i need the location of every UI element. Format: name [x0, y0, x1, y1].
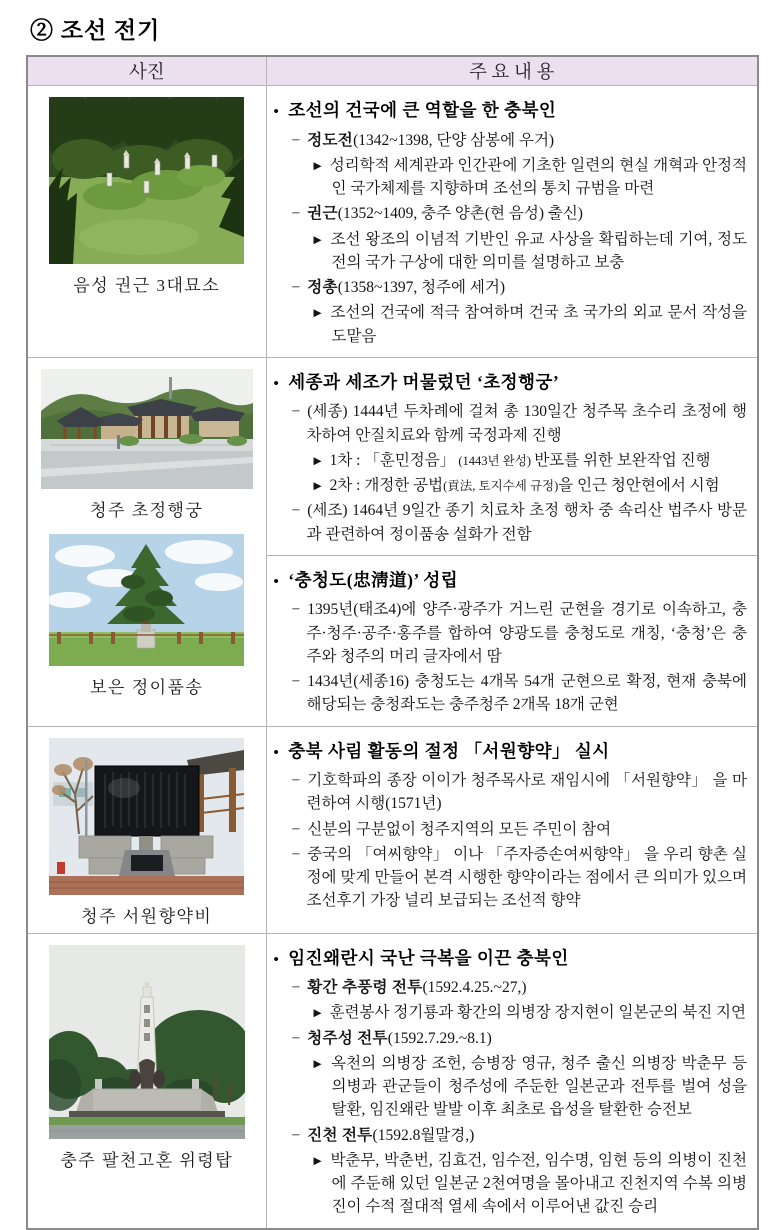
photo-cell: [27, 86, 266, 358]
photo-cell: [27, 726, 266, 933]
content-item: − 진천 전투(1592.8월말경,): [291, 1126, 475, 1144]
content-subitem: ▶ 훈련봉사 정기룡과 황간의 의병장 장지현이 일본군의 북진 지연: [313, 1004, 747, 1022]
arrow-marker: ▶: [313, 1058, 324, 1070]
dash-marker: −: [291, 131, 301, 149]
content-item: − 청주성 전투(1592.7.29.~8.1): [291, 1029, 492, 1047]
photo-caption: 음성 권근 3대묘소: [73, 276, 221, 295]
arrow-marker: ▶: [313, 234, 323, 246]
bullet-marker: •: [273, 744, 280, 761]
tomb-photo-image: [49, 97, 244, 264]
table-row: [27, 357, 758, 555]
photo-caption: 보은 정이품송: [90, 677, 204, 697]
dash-marker: −: [291, 279, 301, 296]
photo-caption: 청주 초정행궁: [90, 500, 204, 520]
arrow-marker: ▶: [313, 1155, 323, 1167]
content-item: − 1395년(태조4)에 양주·광주가 거느린 군현을 경기로 이속하고, 충주·청주·공주·홍주를 합하여 양광도를 충청도로 개칭, ‘충청’은 충주와 청주의 머리 글자에서 땀: [291, 601, 747, 665]
content-item: − 권근(1352~1409, 충주 양촌(현 음성) 출신): [291, 205, 583, 223]
content-item: − 황간 추풍령 전투(1592.4.25.~27,): [291, 979, 527, 996]
dash-marker: −: [291, 772, 301, 789]
bullet-marker: •: [273, 951, 280, 968]
photo-caption: 충주 팔천고혼 위령탑: [60, 1150, 234, 1170]
dash-marker: −: [291, 1126, 301, 1144]
content-item: − 기호학파의 종장 이이가 청주목사로 재임시에 「서원향약」 을 마련하여 시행(1571년): [291, 772, 747, 813]
arrow-marker: ▶: [313, 160, 322, 172]
content-cell: [266, 933, 758, 1229]
dash-marker: −: [291, 205, 301, 223]
content-item: − 중국의 「여씨향약」 이나 「주자증손여씨향약」 을 우리 향촌 실정에 맞게 만들어 본격 시행한 향약이라는 점에서 큰 의미가 있으며 조선후기 가장 널리 보급되는 조선적 향약: [291, 845, 747, 910]
photo-cell: [27, 933, 266, 1229]
content-heading: • ‘충청도(忠淸道)’ 성립: [273, 569, 459, 590]
content-item: − 정총(1358~1397, 청주에 세거): [291, 279, 505, 296]
table-row: [27, 86, 758, 358]
column-header-content: 주 요 내 용: [266, 56, 758, 86]
photo-chungju-palcheongohon-memorial-tower: [49, 945, 245, 1171]
photo-eumseong-kwon-geun-tombs: [49, 97, 244, 296]
pine-tree-photo-image: [49, 534, 244, 666]
memorial-tower-photo-image: [49, 945, 245, 1139]
content-subitem: ▶ 조선 왕조의 이념적 기반인 유교 사상을 확립하는데 기여, 정도전의 국가 구상에 대한 의미를 설명하고 보충: [313, 230, 748, 271]
table-row: [27, 726, 758, 933]
content-cell: [266, 555, 758, 726]
content-cell: [266, 726, 758, 933]
content-subitem: ▶ 성리학적 세계관과 인간관에 기초한 일련의 현실 개혁과 안정적인 국가체제를 지향하며 조선의 통치 규범을 마련: [313, 156, 747, 197]
content-heading: • 임진왜란시 국난 극복을 이끈 충북인: [273, 947, 569, 968]
photo-caption: 청주 서원향약비: [81, 906, 213, 926]
content-cell: [266, 86, 758, 358]
column-header-photo: 사진: [27, 56, 266, 86]
content-item: − 신분의 구분없이 청주지역의 모든 주민이 참여: [291, 820, 612, 838]
stele-photo-image: [49, 738, 244, 895]
content-subitem: ▶ 1차 : 「훈민정음」 (1443년 완성) 반포를 위한 보완작업 진행: [313, 451, 711, 469]
arrow-marker: ▶: [313, 308, 323, 320]
content-cell: [266, 357, 758, 555]
dash-marker: −: [291, 673, 301, 690]
table-row: [27, 933, 758, 1229]
content-item: − 정도전(1342~1398, 단양 삼봉에 우거): [291, 131, 555, 149]
dash-marker: −: [291, 820, 301, 838]
header-row: [27, 56, 758, 86]
content-subitem: ▶ 조선의 건국에 적극 참여하며 건국 초 국가의 외교 문서 작성을 도맡음: [313, 304, 748, 345]
dash-marker: −: [291, 403, 301, 421]
arrow-marker: ▶: [313, 1008, 322, 1020]
photo-cheongju-chojeong-haenggung: [41, 369, 253, 521]
content-subitem: ▶ 2차 : 개정한 공법(貢法, 토지수세 규정)을 인근 청안현에서 시험: [313, 477, 720, 494]
bullet-marker: •: [273, 375, 280, 392]
bullet-marker: •: [273, 573, 280, 590]
arrow-marker: ▶: [313, 455, 322, 467]
dash-marker: −: [291, 502, 301, 520]
document-page: [0, 12, 780, 1216]
content-subitem: ▶ 박춘무, 박춘번, 김효건, 임수전, 임수명, 임현 등의 의병이 진천에 주둔해 있던 일본군 2천여명을 몰아내고 진천지역 수복 의병진이 수적 절대적 열세 속에서 이루어낸 값진 승리: [313, 1151, 747, 1216]
bullet-marker: •: [273, 104, 280, 120]
arrow-marker: ▶: [313, 481, 322, 492]
content-item: − 1434년(세종16) 충청도는 4개목 54개 군현으로 확정, 현재 충북에 해당되는 충청좌도는 충주청주 2개목 18개 군현: [291, 673, 747, 714]
photo-boeun-jeongipumsong: [49, 534, 244, 698]
content-heading: • 조선의 건국에 큰 역할을 한 충북인: [273, 100, 557, 120]
dash-marker: −: [291, 979, 301, 996]
content-heading: • 세종과 세조가 머물렀던 ‘초정행궁’: [273, 371, 560, 392]
content-item: − (세종) 1444년 두차례에 걸쳐 총 130일간 청주목 초수리 초정에 행차하여 안질치료와 함께 국정과제 진행: [291, 403, 747, 444]
dash-marker: −: [291, 1029, 301, 1047]
content-subitem: ▶ 옥천의 의병장 조헌, 승병장 영규, 청주 출신 의병장 박춘무 등 의병과 관군들이 청주성에 주둔한 일본군과 전투를 벌여 성을 탈환, 임진왜란 발발 이후 최초로 읍성을 탈환한 승전보: [313, 1054, 747, 1119]
content-item: − (세조) 1464년 9일간 종기 치료차 초정 행차 중 속리산 법주사 방문과 관련하여 정이품송 설화가 전함: [291, 502, 747, 543]
palace-photo-image: [41, 369, 253, 489]
page-title: ② 조선 전기: [30, 18, 161, 43]
photo-cell: [27, 357, 266, 726]
content-table: [26, 55, 759, 1230]
dash-marker: −: [291, 845, 301, 863]
dash-marker: −: [291, 601, 301, 619]
photo-cheongju-seowon-hyangyak-stele: [49, 738, 244, 927]
content-heading: • 충북 사림 활동의 절정 「서원향약」 실시: [273, 740, 610, 761]
